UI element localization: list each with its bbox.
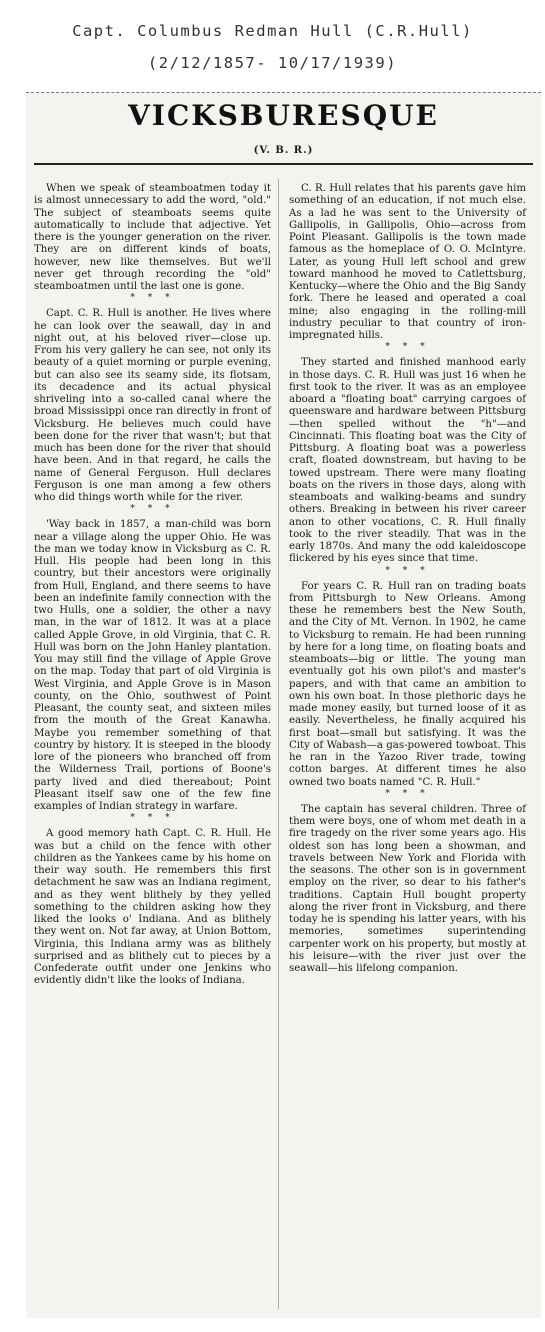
article-column-2 (289, 183, 526, 975)
caption-name: Capt. Columbus Redman Hull (C.R.Hull) (72, 22, 473, 40)
paragraph: When we speak of steamboatmen today it is almost unnecessary to add the word, "old." The subject of steamboats seems quite automatically to include that adjective. Yet there is the younger generation on the river. They are on different kinds of boats, however, new like themselves. But we'll never get through recording the "old" steamboatmen until the last one is gone. (34, 183, 271, 292)
paragraph: The captain has several children. Three of them were boys, one of whom met death in a fire tragedy on the river some years ago. His oldest son has long been a showman, and travels between New York and Florida with the seasons. The other son is in government employ on the river, so dear to his father's traditions. Captain Hull bought property along the river front in Vicksburg, and there today he is spending his latter years, with his memories, sometimes superintending carpenter work on his property, but mostly at his leisure—with the river just over the seawall—his lifelong companion. (289, 803, 526, 974)
paragraph: They started and finished manhood early in those days. C. R. Hull was just 16 when he first took to the river. It was as an employee aboard a "floating boat" carrying cargoes of queensware and hardware between Pittsburg—then spelled without the "h"—and Cincinnati. This floating boat was the City of Pittsburg. A floating boat was a powerless craft, floated downstream, but having to be towed upstream. There were many floating boats on the rivers in those days, along with steamboats and walking-beams and sundry others. Breaking in between his river career anon to other vocations, C. R. Hull finally took to the river steadily. That was in the early 1870s. And many the odd kaleidoscope flickered by his eyes since that time. (289, 357, 526, 565)
paragraph: 'Way back in 1857, a man-child was born near a village along the upper Ohio. He was the man we today know in Vicksburg as C. R. Hull. His people had been long in this country, but their ancestors were originally from Hull, England, and there seems to have been an indefinite family connection with the two Hulls, one a soldier, the other a navy man, in the war of 1812. It was at a place called Apple Grove, in old Virginia, that C. R. Hull was born on the John Hanley plantation. You may still find the village of Apple Grove on the map. Today that part of old Virginia is West Virginia, and Apple Grove is in Mason county, on the Ohio, southwest of Point Pleasant, the county seat, and sixteen miles from the mouth of the Great Kanawha. Maybe you remember something of that country by history. It is steeped in the bloody lore of the pioneers who branched off from the Wilderness Trail, portions of Boone's party lived and died thereabout; Point Pleasant itself saw one of the few fine examples of Indian strategy in warfare. (34, 519, 271, 812)
paragraph: For years C. R. Hull ran on trading boats from Pittsburgh to New Orleans. Among these he remembers best the New South, and the City of Mt. Vernon. In 1902, he came to Vicksburg to remain. He had been running by here for a long time, on floating boats and steamboats—big or little. The young man eventually got his own pilot's and master's papers, and with that came an ambition to own his own boat. In those plethoric days he made money easily, but turned loose of it as easily. Nevertheless, he finally acquired his first boat—small but satisfying. It was the City of Wabash—a gas-powered towboat. This he ran in the Yazoo River trade, towing cotton barges. At different times he also owned two boats named "C. R. Hull." (289, 580, 526, 788)
section-separator: * * * (130, 293, 175, 304)
article-column-1 (34, 183, 271, 988)
section-separator: * * * (385, 342, 430, 353)
newspaper-clipping (26, 92, 541, 1318)
caption-dates: (2/12/1857- 10/17/1939) (147, 54, 398, 72)
headline-rule (34, 163, 533, 165)
section-separator: * * * (130, 813, 175, 824)
article-headline: VICKSBURESQUE (128, 99, 439, 132)
paragraph: Capt. C. R. Hull is another. He lives where he can look over the seawall, day in and night out, at his beloved river—close up. From his very gallery he can see, not only its beauty of a quiet morning or purple evening, but can also see its seamy side, its flotsam, its decadence and its actual physical shriveling into a so-called canal where the broad Mississippi once ran directly in front of Vicksburg. He believes much could have been done for the river that wasn't; but that much has been done for the river that should have been. And in that regard, he calls the name of General Ferguson. Hull declares Ferguson is one man among a few others who did things worth while for the river. (34, 308, 271, 503)
section-separator: * * * (385, 788, 430, 799)
paragraph: C. R. Hull relates that his parents gave him something of an education, if not much else. As a lad he was sent to the University of Gallipolis, in Gallipolis, Ohio—across from Point Pleasant. Gallipolis is the town made famous as the homeplace of O. O. McIntyre. Later, as young Hull left school and grew toward manhood he moved to Catlettsburg, Kentucky—where the Ohio and the Big Sandy fork. There he leased and operated a coal mine; also engaging in the rolling-mill industry peculiar to that country of iron-impregnated hills. (289, 183, 526, 341)
paragraph: A good memory hath Capt. C. R. Hull. He was but a child on the fence with other children as the Yankees came by his home on their way south. He remembers this first detachment he saw was an Indiana regiment, and as they went blithely by they yelled something to the children asking how they liked the looks o' Indiana. And as blithely they went on. Not far away, at Union Bottom, Virginia, this Indiana army was as blithely surprised and as blithely cut to pieces by a Confederate outfit under one Jenkins who evidently didn't like the looks of Indiana. (34, 828, 271, 987)
section-separator: * * * (130, 504, 175, 515)
article-byline: (V. B. R.) (253, 145, 314, 156)
column-divider (278, 179, 279, 1309)
section-separator: * * * (385, 565, 430, 576)
